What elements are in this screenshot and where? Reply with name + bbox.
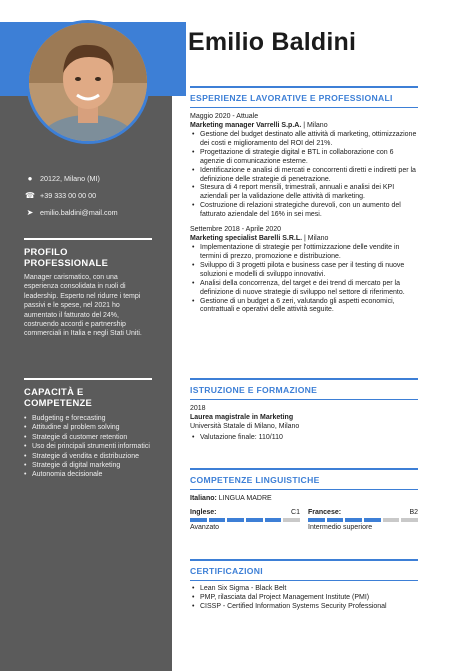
native-language [190,494,418,503]
skill-item: • Attitudine al problem solving [24,423,152,432]
skill-item: • Strategie di customer retention [24,433,152,442]
skills-title-line2: COMPETENZE [24,397,93,408]
level-segment [246,518,263,522]
education-degree [190,413,418,422]
language-level-bar [190,518,300,522]
level-segment [265,518,282,522]
contact-phone[interactable] [24,187,164,204]
education-bullet: • Valutazione finale: 110/110 [190,434,418,443]
job-date: Maggio 2020 - Attuale [190,113,259,120]
language-code: C1 [291,509,300,516]
contact-email[interactable] [24,204,164,221]
level-segment [383,518,400,522]
profile-title-line2: PROFESSIONALE [24,257,109,268]
skills-title-line1: CAPACITÀ E [24,386,84,397]
skills-list [24,414,152,480]
skill-item: • Autonomia decisionale [24,470,152,479]
job-bullets [190,131,418,220]
language-english [190,509,300,531]
location-pin-icon: ● [27,174,33,183]
education-rule-top [190,378,418,380]
language-name: Inglese: [190,509,217,516]
skill-item: • Strategie di vendita e distribuzione [24,452,152,461]
education-rule-bottom [190,399,418,400]
level-segment [209,518,226,522]
phone-text[interactable]: +39 333 00 00 00 [40,191,97,200]
language-level-label: Avanzato [190,524,220,531]
job-date: Settembre 2018 - Aprile 2020 [190,226,282,234]
language-level-label: Intermedio superiore [308,524,373,531]
languages-rule-bottom [190,489,418,490]
job-entry [190,225,418,315]
job-entry [190,112,418,220]
language-name: Francese: [308,509,342,516]
certification-item: • Lean Six Sigma - Black Belt [190,585,418,594]
email-text[interactable]: emilio.baldini@mail.com [40,208,118,217]
experience-rule-bottom [190,107,418,108]
languages-title: COMPETENZE LINGUISTICHE [190,475,320,485]
job-role: Marketing specialist Barelli S.R.L. [190,235,303,243]
level-segment [283,518,300,522]
skill-item: • Strategie di digital marketing [24,461,152,470]
job-bullet: • Identificazione e analisi di mercati e concorrenti diretti e indiretti per la definizione delle strategie di penetrazione. [190,167,418,185]
language-code: B2 [409,509,418,516]
job-place: | Milano [301,122,328,129]
job-title [190,121,418,130]
native-value: LINGUA MADRE [216,495,272,502]
experience-title: ESPERIENZE LAVORATIVE E PROFESSIONALI [190,93,393,103]
education-bullets [190,434,418,443]
contact-address [24,170,164,187]
certifications-title: CERTIFICAZIONI [190,566,263,576]
job-bullet: • Gestione del budget destinato alle attività di marketing, ottimizzazione dei costi e miglioramento del ROI del 21%. [190,131,418,149]
level-segment [308,518,325,522]
certification-item: • PMP, rilasciata dal Project Management Institute (PMI) [190,594,418,603]
skills-divider [24,378,152,380]
profile-photo [26,20,150,144]
avatar-illustration [29,23,147,141]
education-section [190,378,418,443]
level-segment [401,518,418,522]
education-title: ISTRUZIONE E FORMAZIONE [190,385,318,395]
experience-rule-top [190,86,418,88]
certifications-section [190,559,418,612]
header-accent-tab [172,22,186,96]
languages-rule-top [190,468,418,470]
send-icon: ➤ [26,208,34,217]
skills-section [24,378,152,480]
certifications-rule-top [190,559,418,561]
profile-section [24,238,152,339]
skill-item: • Budgeting e forecasting [24,414,152,423]
profile-text: Manager carismatico, con una esperienza consolidata in ruoli di leadership. Esperto nel ridurre i tempi passivi e le spese, nel 2021 ho aumentato il fatturato del 24%, costruendo accordi e partnership commerciali in Italia e negli Stati Uniti. [24,274,142,338]
profile-title-line1: PROFILO [24,246,68,257]
level-segment [190,518,207,522]
experience-section [190,86,418,315]
certification-item: • CISSP - Certified Information Systems Security Professional [190,603,418,612]
language-levels [190,509,418,531]
job-bullet: • Progettazione di strategie digital e BTL in collaborazione con 6 agenzie di comunicazione esterne. [190,149,418,167]
degree-text: Laurea magistrale in Marketing [190,414,294,421]
level-segment [227,518,244,522]
languages-section [190,468,418,531]
level-segment [345,518,362,522]
certifications-rule-bottom [190,580,418,581]
job-place: | Milano [302,235,329,243]
job-title [190,234,418,243]
language-level-bar [308,518,418,522]
profile-divider [24,238,152,240]
job-bullet: • Stesura di 4 report mensili, trimestrali, annuali e analisi dei KPI aziendali per la validazione delle attività di marketing. [190,184,418,202]
job-bullet: • Gestione di un budget a 6 zeri, valutando gli aspetti economici, contrattuali e operativi delle attività seguite. [190,298,418,316]
education-year: 2018 [190,405,206,412]
level-segment [327,518,344,522]
phone-icon: ☎ [25,191,35,200]
job-bullet: • Costruzione di relazioni strategiche durevoli, con un aumento del fatturato aziendale del 16% in sei mesi. [190,202,418,220]
skill-item: • Uso dei principali strumenti informatici [24,442,152,451]
job-bullets [190,244,418,315]
certifications-list [190,585,418,612]
job-bullet: • Implementazione di strategie per l'ottimizzazione delle vendite in termini di prezzo, promozione e distribuzione. [190,244,418,262]
job-bullet: • Analisi della concorrenza, del target e dei trend di mercato per la definizione di nuove strategie di sviluppo nel settore di riferimento. [190,280,418,298]
level-segment [364,518,381,522]
job-role: Marketing manager Varrelli S.p.A. [190,122,302,129]
address-text: 20122, Milano (MI) [40,174,100,183]
job-bullet: • Sviluppo di 3 progetti pilota e business case per il testing di nuove soluzioni e modelli di sviluppo innovativi. [190,262,418,280]
native-label: Italiano: [190,495,217,502]
language-french [308,509,418,531]
contact-list [24,170,164,221]
candidate-name: Emilio Baldini [188,28,357,56]
education-school: Università Statale di Milano, Milano [190,423,300,430]
